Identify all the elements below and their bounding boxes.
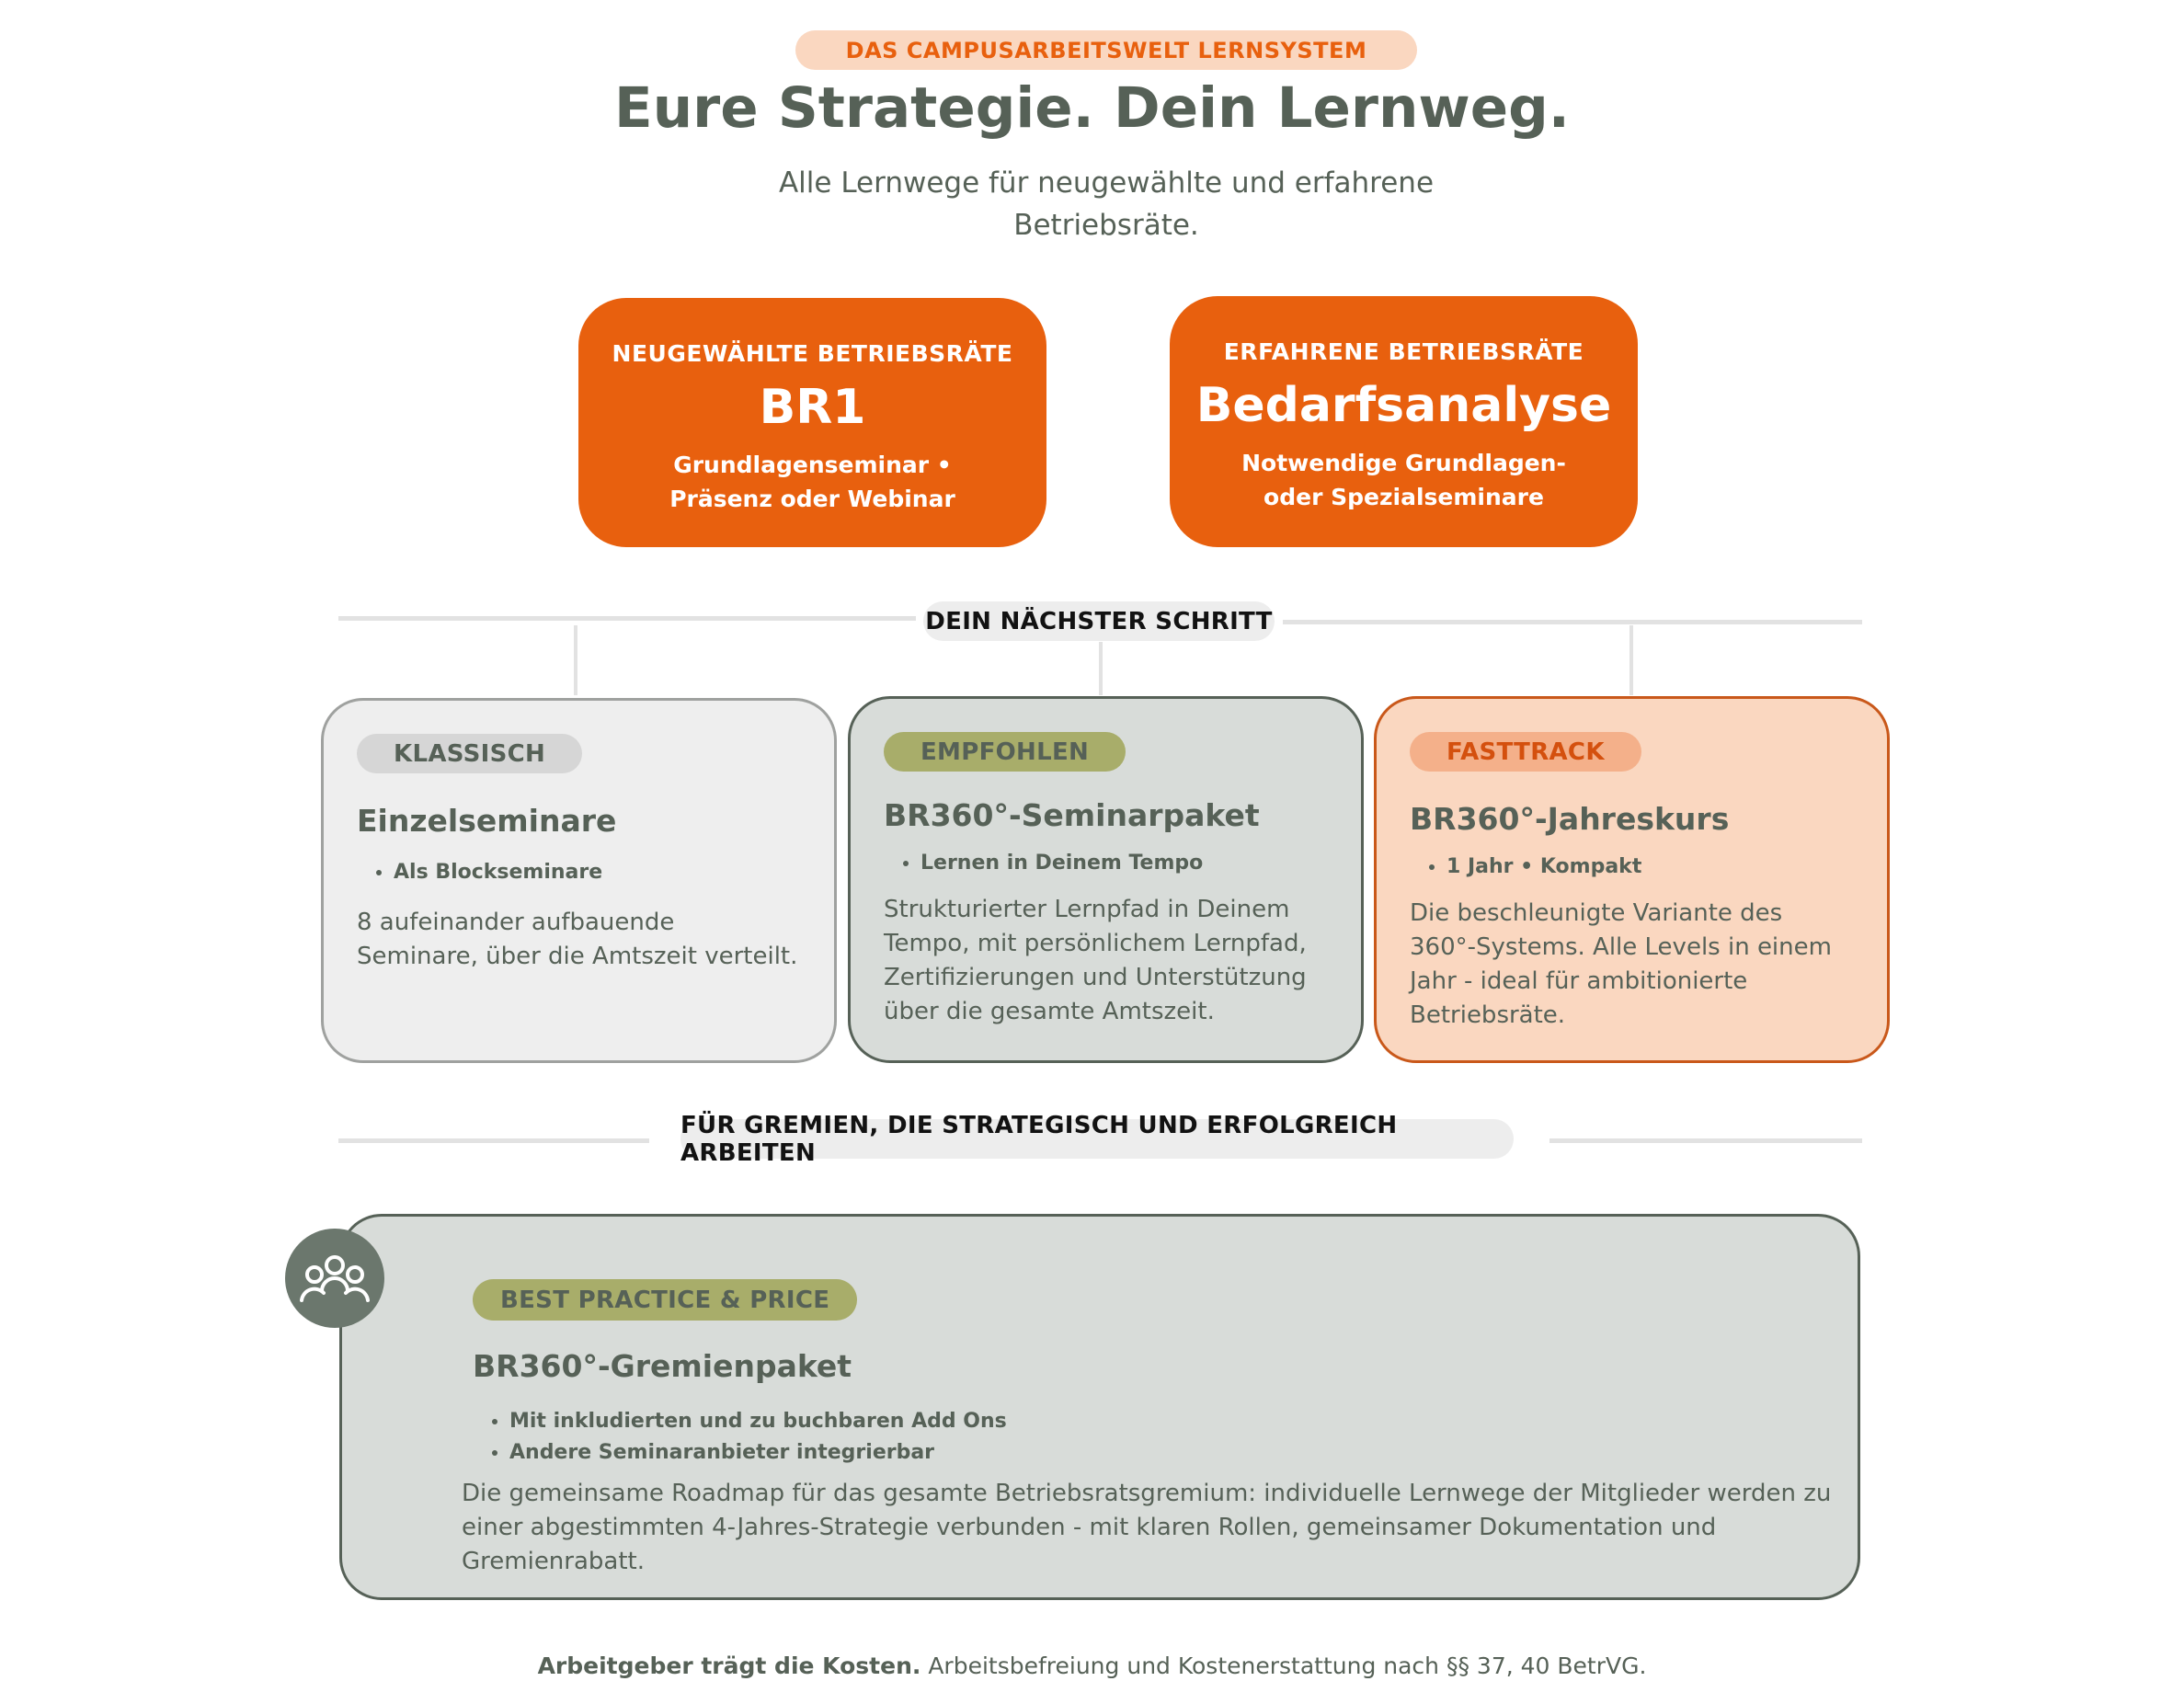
card-body: Strukturierter Lernpfad in Deinem Tempo, mit persönlichem Lernpfad, Zertifizierungen und Unterstützung über die gesamte Amtszeit. bbox=[884, 896, 1307, 1025]
box-caption: ERFAHRENE BETRIEBSRÄTE bbox=[1223, 338, 1584, 365]
people-group-icon bbox=[298, 1251, 372, 1306]
card-bullets bbox=[1446, 855, 1854, 878]
box-headline: Bedarfsanalyse bbox=[1195, 378, 1612, 433]
card-body: 8 aufeinander aufbauende Seminare, über die Amtszeit verteilt. bbox=[357, 909, 798, 970]
divider-line-right bbox=[1283, 620, 1862, 624]
connector-center bbox=[1099, 642, 1103, 695]
footer-text: Arbeitsbefreiung und Kostenerstattung nach §§ 37, 40 BetrVG. bbox=[928, 1653, 1647, 1679]
card-fasttrack bbox=[1374, 696, 1890, 1063]
box-headline: BR1 bbox=[759, 380, 866, 435]
bullet-item: • Andere Seminaranbieter integrierbar bbox=[509, 1441, 1858, 1464]
bullet-item: • 1 Jahr • Kompakt bbox=[1446, 855, 1854, 878]
gremien-line-right bbox=[1549, 1138, 1862, 1143]
card-title: Einzelseminare bbox=[357, 803, 617, 839]
card-title: BR360°-Gremienpaket bbox=[473, 1348, 852, 1384]
box-erfahrene bbox=[1170, 296, 1638, 547]
card-klassisch bbox=[321, 698, 837, 1063]
gremien-line-left bbox=[338, 1138, 649, 1143]
kicker-badge: DAS CAMPUSARBEITSWELT LERNSYSTEM bbox=[795, 30, 1417, 70]
card-tag: KLASSISCH bbox=[357, 734, 582, 773]
bullet-item: • Mit inkludierten und zu buchbaren Add Ons bbox=[509, 1410, 1858, 1433]
footer-note bbox=[0, 1653, 2184, 1679]
gremien-label: FÜR GREMIEN, DIE STRATEGISCH UND ERFOLGREICH ARBEITEN bbox=[680, 1119, 1514, 1159]
box-caption: NEUGEWÄHLTE BETRIEBSRÄTE bbox=[612, 340, 1013, 367]
card-body: Die beschleunigte Variante des 360°-Systems. Alle Levels in einem Jahr - ideal für ambitionierte Betriebsräte. bbox=[1410, 899, 1832, 1029]
box-neugewaehlte bbox=[578, 298, 1046, 547]
next-step-label: DEIN NÄCHSTER SCHRITT bbox=[923, 601, 1275, 641]
box-description: Notwendige Grundlagen- oder Spezialseminare bbox=[1241, 450, 1566, 510]
card-body: Die gemeinsame Roadmap für das gesamte Betriebsratsgremium: individuelle Lernwege der Mitglieder werden zu einer abgestimmten 4-Jahres-Strategie verbunden - mit klaren Rollen, gemeinsamer Dokumentation und Gremienrabatt. bbox=[462, 1480, 1832, 1575]
connector-right bbox=[1629, 625, 1633, 695]
card-bullets bbox=[509, 1410, 1858, 1464]
card-tag: BEST PRACTICE & PRICE bbox=[473, 1279, 857, 1321]
card-empfohlen bbox=[848, 696, 1364, 1063]
card-bullets bbox=[394, 861, 801, 884]
footer-bold: Arbeitgeber trägt die Kosten. bbox=[537, 1653, 921, 1679]
card-gremienpaket bbox=[339, 1214, 1860, 1600]
box-description: Grundlagenseminar • Präsenz oder Webinar bbox=[669, 452, 955, 512]
card-tag: EMPFOHLEN bbox=[884, 732, 1126, 772]
bullet-item: • Als Blockseminare bbox=[394, 861, 801, 884]
card-bullets bbox=[920, 852, 1328, 875]
group-icon bbox=[285, 1229, 384, 1328]
card-tag: FASTTRACK bbox=[1410, 732, 1641, 772]
divider-line-left bbox=[338, 616, 916, 621]
bullet-item: • Lernen in Deinem Tempo bbox=[920, 852, 1328, 875]
page-title: Eure Strategie. Dein Lernweg. bbox=[614, 75, 1570, 141]
page-subtitle: Alle Lernwege für neugewählte und erfahrene Betriebsräte. bbox=[778, 166, 1435, 242]
card-title: BR360°-Seminarpaket bbox=[884, 797, 1260, 833]
card-title: BR360°-Jahreskurs bbox=[1410, 801, 1730, 837]
connector-left bbox=[574, 625, 577, 695]
